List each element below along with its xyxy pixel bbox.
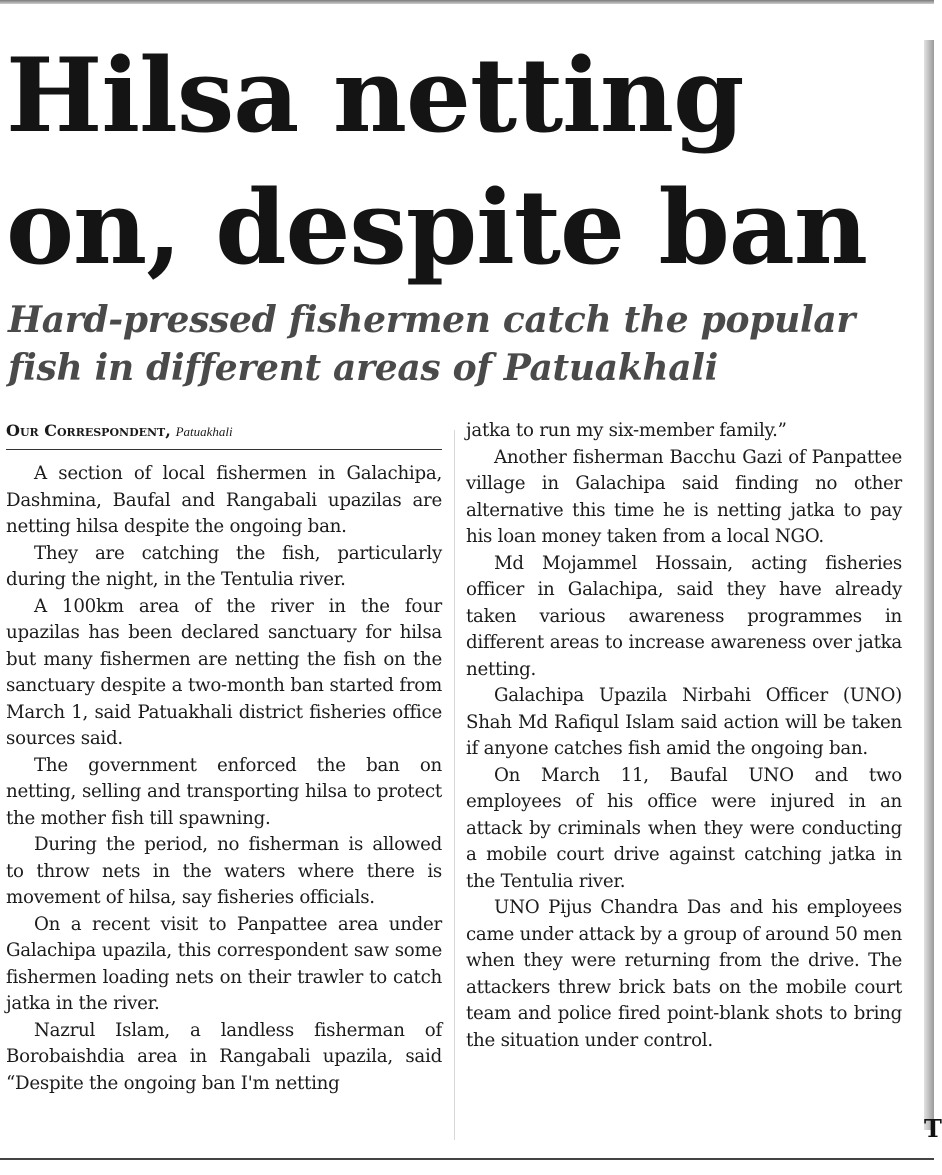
bottom-rule xyxy=(0,1158,934,1160)
subheadline: Hard-pressed fishermen catch the popular fish in different areas of Patuakhali xyxy=(8,299,856,389)
paragraph: Another fisherman Bacchu Gazi of Panpattee village in Galachipa said finding no other alternative this time he is netting jatka to pay his loan money taken from a local NGO. xyxy=(466,446,902,547)
paragraph: They are catching the fish, particularly during the night, in the Tentulia river. xyxy=(6,542,442,590)
paragraph: On a recent visit to Panpattee area under Galachipa upazila, this correspondent saw some fishermen loading nets on their trawler to catch jatka in the river. xyxy=(6,913,442,1014)
paragraph: UNO Pijus Chandra Das and his employees came under attack by a group of around 50 men when they were returning from the drive. The attackers threw brick bats on the mobile court team and police fired point-blank shots to bring the situation under control. xyxy=(466,897,902,1051)
paragraph: During the period, no fisherman is allowed to throw nets in the waters where there is movement of hilsa, say fisheries officials. xyxy=(6,834,442,908)
paragraph: Galachipa Upazila Nirbahi Officer (UNO) Shah Md Rafiqul Islam said action will be taken if anyone catches fish amid the ongoing ban. xyxy=(466,685,902,759)
byline-place: Patuakhali xyxy=(175,424,233,439)
paragraph-continuation: jatka to run my six-member family.” xyxy=(466,420,787,441)
paragraph: The government enforced the ban on netting, selling and transporting hilsa to protect the mother fish till spawning. xyxy=(6,754,442,829)
paragraph: Nazrul Islam, a landless fisherman of Borobaishdia area in Rangabali upazila, said “Despite the ongoing ban I'm netting xyxy=(6,1019,442,1094)
byline-name: Our Correspondent, xyxy=(6,421,171,440)
adjacent-photo-edge xyxy=(924,40,934,1130)
paragraph: A section of local fishermen in Galachipa, Dashmina, Baufal and Rangabali upazilas are netting hilsa despite the ongoing ban. xyxy=(6,463,442,537)
adjacent-column-fragment: T xyxy=(924,1114,942,1143)
byline xyxy=(6,420,442,450)
top-rule xyxy=(0,0,934,4)
headline: Hilsa netting on, despite ban xyxy=(6,36,868,288)
column-divider xyxy=(454,430,455,1140)
paragraph: A 100km area of the river in the four upazilas has been declared sanctuary for hilsa but many fishermen are netting the fish on the sanctuary despite a two-month ban started from March 1, said Patuakhali district fisheries office sources said. xyxy=(6,595,442,749)
paragraph: On March 11, Baufal UNO and two employees of his office were injured in an attack by criminals when they were conducting a mobile court drive against catching jatka in the Tentulia river. xyxy=(466,764,902,892)
article-column-1 xyxy=(6,461,442,1097)
paragraph: Md Mojammel Hossain, acting fisheries officer in Galachipa, said they have already taken various awareness programmes in different areas to increase awareness over jatka netting. xyxy=(466,552,902,680)
article-column-2 xyxy=(466,418,902,1054)
